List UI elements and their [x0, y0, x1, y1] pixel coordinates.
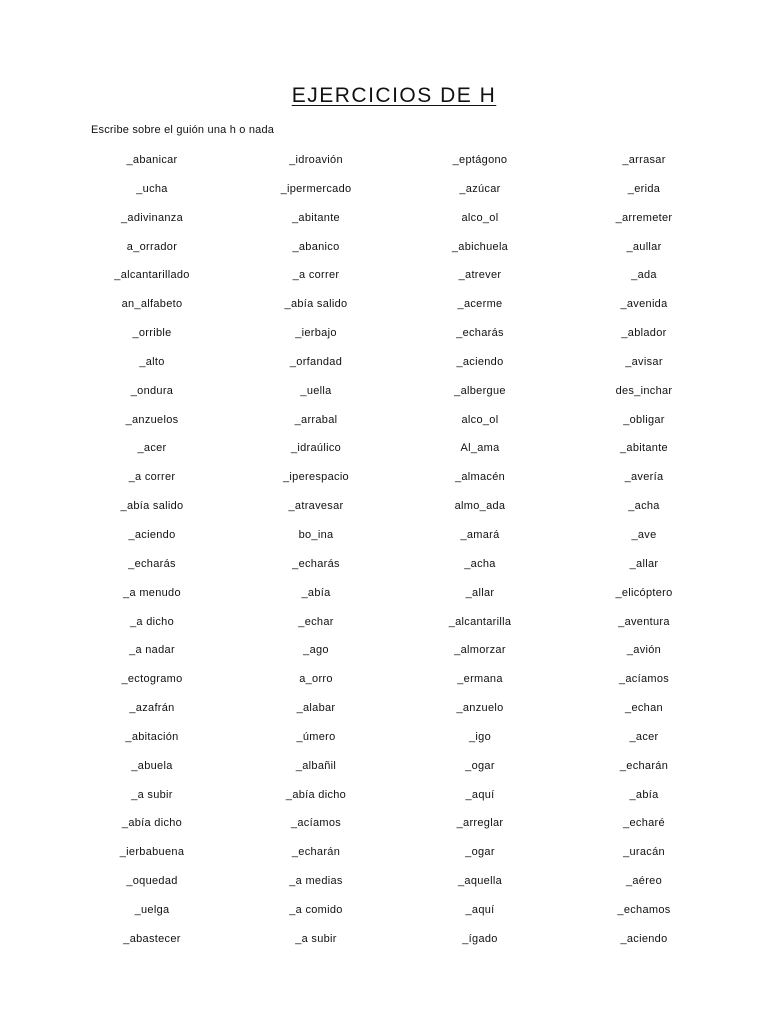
- word-item: _abía salido: [284, 298, 348, 311]
- word-item: _alto: [139, 355, 165, 368]
- word-item: _a nadar: [129, 644, 175, 657]
- word-item: _ipermercado: [280, 182, 352, 195]
- word-item: _echan: [625, 702, 663, 715]
- word-item: _abía: [629, 788, 659, 801]
- word-item: _ada: [631, 269, 657, 282]
- word-item: _acíamos: [618, 673, 670, 686]
- word-item: _ierbajo: [295, 327, 337, 340]
- word-item: _anzuelo: [456, 702, 504, 715]
- word-item: _ucha: [136, 182, 168, 195]
- word-item: a_orro: [299, 673, 333, 686]
- word-item: _echarás: [456, 327, 504, 340]
- word-item: _ígado: [462, 932, 498, 945]
- word-item: _azúcar: [459, 182, 501, 195]
- word-item: _abía dicho: [285, 788, 347, 801]
- word-item: _acer: [629, 730, 659, 743]
- word-item: _echarás: [128, 557, 176, 570]
- word-item: _azafrán: [129, 702, 175, 715]
- word-item: _adivinanza: [120, 211, 183, 224]
- word-item: _uella: [300, 384, 332, 397]
- word-item: _uracán: [623, 846, 665, 859]
- word-item: _a subir: [295, 932, 337, 945]
- word-item: _almacén: [454, 471, 506, 484]
- word-item: _erida: [627, 182, 661, 195]
- word-item: _ago: [303, 644, 329, 657]
- word-item: _idroavión: [289, 154, 343, 166]
- word-item: _abitante: [292, 211, 340, 224]
- word-item: _ave: [631, 528, 657, 541]
- word-item: _a menudo: [123, 586, 181, 599]
- instruction-text: Escribe sobre el guión una h o nada: [91, 124, 275, 136]
- word-item: _acha: [464, 557, 496, 570]
- word-item: _arreglar: [456, 817, 504, 830]
- word-item: _abanico: [292, 240, 340, 253]
- word-item: _abanicar: [126, 154, 178, 166]
- word-item: _ierbabuena: [119, 846, 185, 859]
- word-item: _orfandad: [289, 355, 343, 368]
- word-item: _aquella: [458, 875, 502, 888]
- word-item: des_inchar: [615, 384, 673, 397]
- word-item: _amará: [460, 528, 500, 541]
- word-item: _arrasar: [622, 154, 666, 166]
- word-item: _ablador: [621, 327, 667, 340]
- word-item: _aciendo: [128, 528, 176, 541]
- word-item: a_orrador: [126, 240, 178, 253]
- word-item: _abía dicho: [121, 817, 183, 830]
- word-item: _acer: [137, 442, 167, 455]
- word-grid: [70, 152, 720, 960]
- word-item: _atrever: [458, 269, 502, 282]
- word-item: _a medias: [289, 875, 343, 888]
- word-item: _oquedad: [126, 875, 178, 888]
- word-item: _abitante: [620, 442, 668, 455]
- word-item: _arrabal: [294, 413, 338, 426]
- word-item: _aullar: [626, 240, 662, 253]
- word-item: _aciendo: [620, 932, 668, 945]
- word-item: _aquí: [465, 788, 495, 801]
- word-item: _echarás: [292, 557, 340, 570]
- word-item: _abitación: [125, 730, 179, 743]
- word-item: _albañil: [295, 759, 337, 772]
- word-item: _almorzar: [454, 644, 506, 657]
- word-item: _echarán: [619, 759, 669, 772]
- word-item: _iperespacio: [283, 471, 349, 484]
- word-item: _orrible: [132, 327, 172, 340]
- word-item: _avenida: [620, 298, 668, 311]
- word-item: _eptágono: [452, 154, 508, 166]
- word-item: _allar: [465, 586, 495, 599]
- word-item: Al_ama: [460, 442, 500, 455]
- word-item: _allar: [629, 557, 659, 570]
- word-item: _aciendo: [456, 355, 504, 368]
- word-item: _avería: [624, 471, 664, 484]
- word-item: _obligar: [623, 413, 665, 426]
- word-item: _echaré: [623, 817, 665, 830]
- word-item: _aquí: [465, 903, 495, 916]
- word-item: _elicóptero: [615, 586, 673, 599]
- word-item: _a correr: [292, 269, 340, 282]
- word-item: _acíamos: [290, 817, 342, 830]
- word-item: bo_ina: [298, 528, 334, 541]
- word-item: _alcantarillado: [114, 269, 190, 282]
- word-item: _a dicho: [130, 615, 174, 628]
- word-item: _a comido: [289, 903, 343, 916]
- page-title: EJERCICIOS DE H: [291, 84, 497, 107]
- word-item: _úmero: [296, 730, 336, 743]
- word-item: _avión: [626, 644, 662, 657]
- word-item: an_alfabeto: [121, 298, 183, 311]
- word-item: _abastecer: [123, 932, 181, 945]
- word-item: _anzuelos: [125, 413, 179, 426]
- word-item: _abía: [301, 586, 331, 599]
- word-item: _echamos: [617, 903, 671, 916]
- word-item: _ogar: [465, 759, 495, 772]
- word-item: _uelga: [134, 903, 170, 916]
- word-item: _ermana: [457, 673, 503, 686]
- word-item: _a correr: [128, 471, 176, 484]
- word-item: alco_ol: [461, 211, 499, 224]
- word-item: almo_ada: [454, 500, 506, 513]
- word-item: _a subir: [131, 788, 173, 801]
- word-item: _alcantarilla: [448, 615, 512, 628]
- word-item: _acerme: [457, 298, 503, 311]
- word-item: _ectogramo: [121, 673, 183, 686]
- word-item: _ondura: [130, 384, 174, 397]
- word-item: _atravesar: [288, 500, 344, 513]
- word-item: _ogar: [465, 846, 495, 859]
- word-item: _arremeter: [615, 211, 673, 224]
- word-item: _abichuela: [451, 240, 509, 253]
- word-item: _igo: [469, 730, 491, 743]
- word-item: _idraúlico: [290, 442, 342, 455]
- word-item: _aventura: [618, 615, 670, 628]
- word-item: _acha: [628, 500, 660, 513]
- word-item: _abía salido: [120, 500, 184, 513]
- word-item: _echar: [298, 615, 334, 628]
- word-item: _albergue: [454, 384, 506, 397]
- word-item: _aéreo: [625, 875, 663, 888]
- word-item: alco_ol: [461, 413, 499, 426]
- word-item: _abuela: [131, 759, 173, 772]
- word-item: _echarán: [291, 846, 341, 859]
- word-item: _avisar: [625, 355, 663, 368]
- word-item: _alabar: [296, 702, 336, 715]
